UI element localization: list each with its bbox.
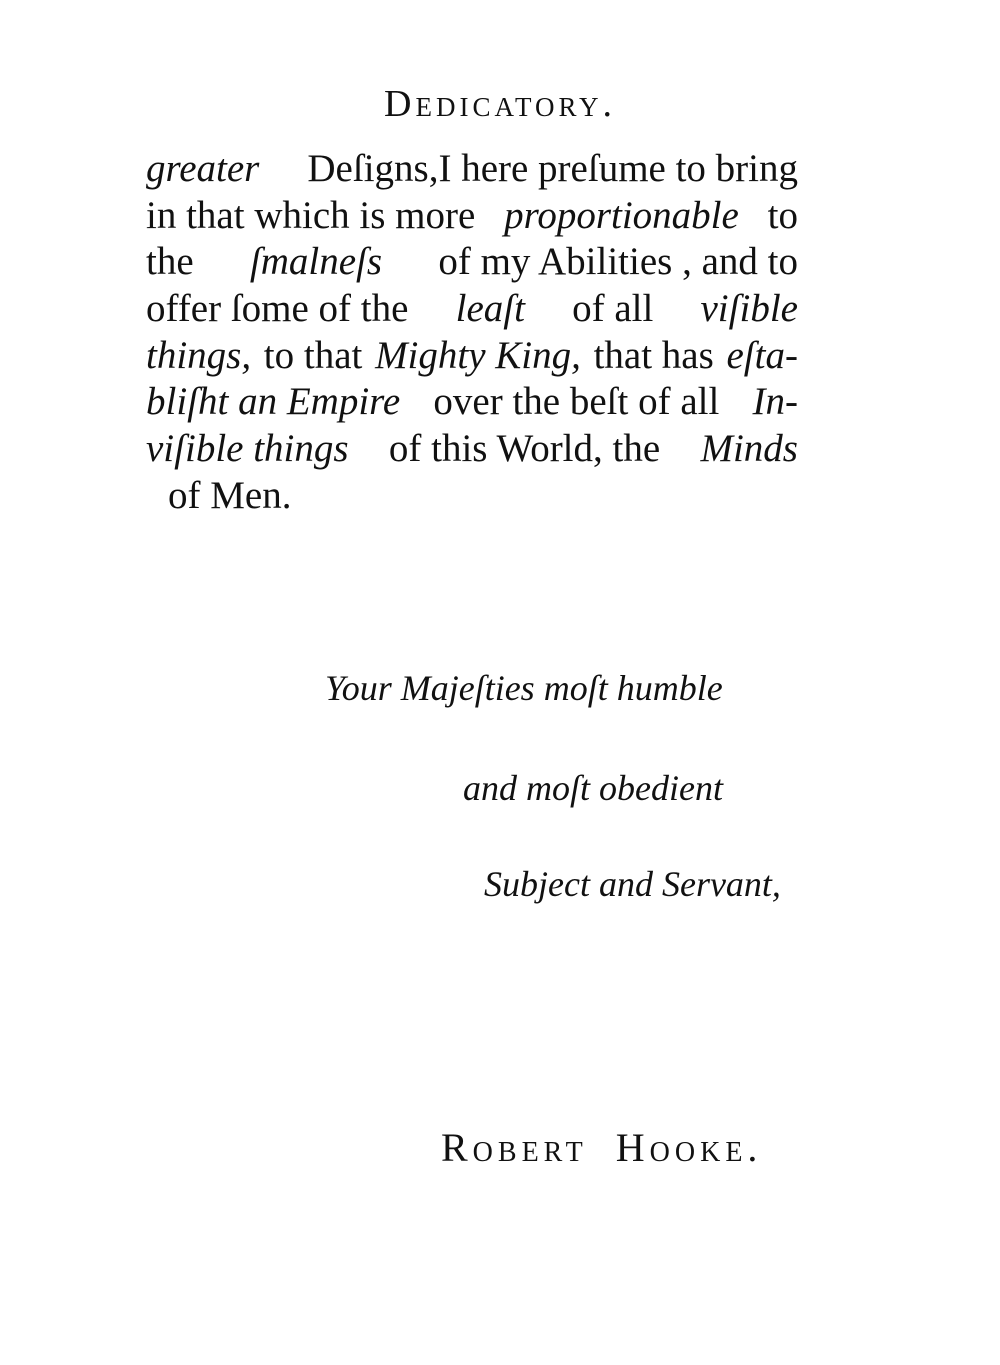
text-segment: Mighty King,: [375, 333, 581, 377]
text-segment: viſible things: [146, 427, 349, 471]
body-line-1: [146, 146, 798, 193]
text-segment: Minds: [700, 427, 798, 471]
text-segment: of Men.: [168, 473, 292, 517]
text-segment: to: [767, 193, 798, 237]
text-segment: greater: [146, 147, 260, 190]
text-segment: ſmalneſs: [249, 240, 383, 284]
text-segment: the: [146, 240, 194, 284]
body-line-7: [146, 426, 798, 473]
text-segment: in that which is more: [146, 193, 476, 237]
closing-line-1: Your Majeſties moſt humble: [325, 668, 723, 708]
text-segment: viſible: [700, 287, 798, 331]
text-segment: eſta-: [726, 333, 798, 377]
signature-last-name: Hooke.: [615, 1125, 763, 1170]
body-line-8: [146, 473, 798, 520]
text-segment: leaſt: [455, 287, 525, 331]
running-head: Dedicatory.: [384, 83, 616, 125]
text-segment: to that: [263, 333, 363, 377]
text-segment: things,: [146, 333, 252, 377]
text-segment: proportionable: [504, 193, 739, 237]
signature: [441, 1125, 762, 1171]
body-line-3: [146, 239, 798, 286]
body-line-5: [146, 333, 798, 380]
signature-first-name: Robert: [441, 1125, 588, 1170]
closing-line-3: Subject and Servant,: [484, 864, 781, 904]
text-segment: of my Abilities , and to: [438, 240, 798, 284]
text-segment: that has: [593, 333, 714, 377]
body-line-2: [146, 193, 798, 240]
text-segment: of all: [572, 287, 654, 331]
text-segment: In-: [752, 380, 798, 424]
text-segment: offer ſome of the: [146, 287, 409, 331]
text-segment: of this World, the: [388, 427, 661, 471]
body-line-4: [146, 286, 798, 333]
closing-line-2: and moſt obedient: [463, 768, 723, 808]
text-segment: bliſht an Empire: [146, 380, 401, 424]
text-segment: Deſigns,I here preſume to bring: [307, 147, 798, 190]
text-segment: over the beſt of all: [433, 380, 720, 424]
dedication-body: [146, 146, 798, 520]
body-line-6: [146, 379, 798, 426]
